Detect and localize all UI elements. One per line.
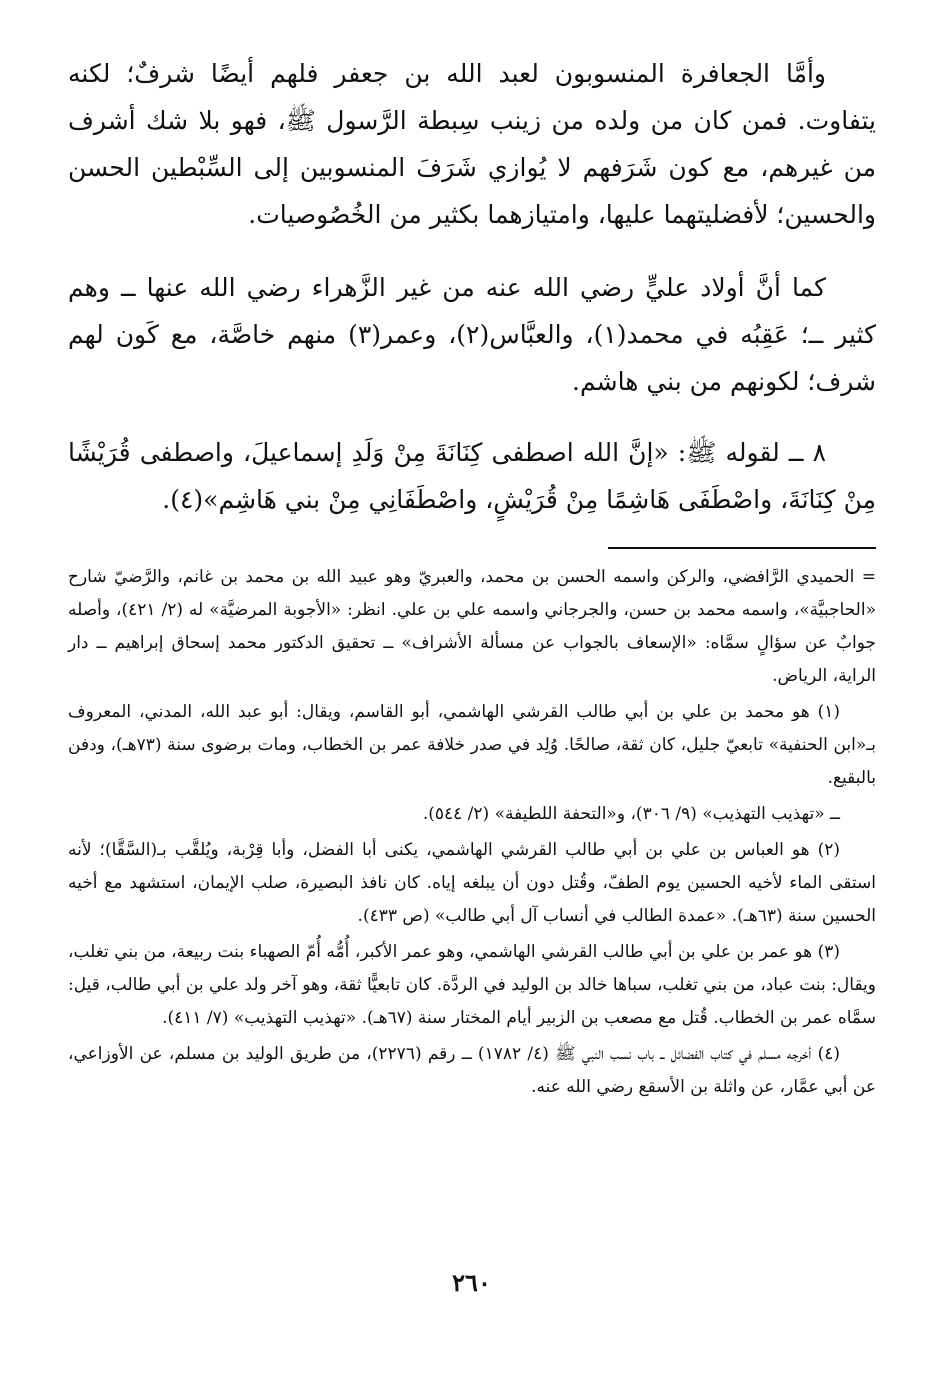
footnote-separator [608, 547, 876, 549]
main-paragraph-ali-children: كما أنَّ أولاد عليٍّ رضي الله عنه من غير الزَّهراء رضي الله عنها ــ وهم كثير ــ؛ عَقِبُه في محمد(١)، والعبَّاس(٢)، وعمر(٣) منهم خاصَّة، مع كَون لهم شرف؛ لكونهم من بني هاشم. [68, 273, 876, 396]
page-number: ٢٦٠ [452, 1268, 491, 1297]
footnotes-block [68, 561, 876, 1104]
footnote-2: (٢) هو العباس بن علي بن أبي طالب القرشي الهاشمي، يكنى أبا الفضل، وأبا قِرْبة، ويُلقَّب بـ(السَّقَّا)؛ لأنه استقى الماء لأخيه الحسين يوم الطفّ، وقُتل دون أن يبلغه إياه. كان نافذ البصيرة، صلب الإيمان، استشهد مع أخيه الحسين سنة (٦٣هـ). «عمدة الطالب في أنساب آل أبي طالب» (ص ٤٣٣). [68, 840, 876, 926]
footnote-1: (١) هو محمد بن علي بن أبي طالب القرشي الهاشمي، أبو القاسم، ويقال: أبو عبد الله، المدني، المعروف بـ«ابن الحنفية» تابعيّ جليل، كان ثقة، صالحًا. وُلِد في صدر خلافة عمر بن الخطاب، ومات برضوى سنة (٧٣هـ)، ودفن بالبقيع. [68, 702, 876, 788]
footnote-3: (٣) هو عمر بن علي بن أبي طالب القرشي الهاشمي، وهو عمر الأكبر، أُمُّه أُمّ الصهباء بنت ربيعة، من بني تغلب، ويقال: بنت عباد، من بني تغلب، سباها خالد بن الوليد في الردَّة. كان تابعيًّا ثقة، وهو آخر ولد علي بن أبي طالب، قيل: سمَّاه عمر بن الخطاب. قُتل مع مصعب بن الزبير أيام المختار سنة (٦٧هـ). «تهذيب التهذيب» (٧/ ٤١١). [68, 942, 876, 1028]
footnote-1-reference: ــ «تهذيب التهذيب» (٩/ ٣٠٦)، و«التحفة اللطيفة» (٢/ ٥٤٤). [422, 804, 840, 824]
main-text-block [68, 50, 876, 523]
main-paragraph-jaafira: وأمَّا الجعافرة المنسوبون لعبد الله بن جعفر فلهم أيضًا شرفٌ؛ لكنه يتفاوت. فمن كان من ولده من زينب سِبطة الرَّسول ﷺ، فهو بلا شك أشرف من غيرهم، مع كون شَرَفهم لا يُوازي شَرَفَ المنسوبين إلى السِّبْطين الحسن والحسين؛ لأفضليتهما عليها، وامتيازهما بكثير من الخُصُوصيات. [68, 59, 876, 229]
footnote-continuation: = الحميدي الرَّافضي، والركن واسمه الحسن بن محمد، والعبريّ وهو عبيد الله بن محمد بن غانم، والرَّضيّ شارح «الحاجبيَّة»، واسمه محمد بن حسن، والجرجاني واسمه علي بن علي. انظر: «الأجوبة المرضيَّة» له (٢/ ٤٢١)، وأصله جوابٌ عن سؤالٍ سمَّاه: «الإسعاف بالجواب عن مسألة الأشراف» ــ تحقيق الدكتور محمد إسحاق إبراهيم ــ دار الراية، الرياض. [68, 567, 876, 686]
main-paragraph-hadith-8: ٨ ــ لقوله ﷺ: «إنَّ الله اصطفى كِنَانَةَ مِنْ وَلَدِ إسماعيلَ، واصطفى قُرَيْشًا مِنْ كِنَانَةَ، واصْطَفَى هَاشِمًا مِنْ قُرَيْشٍ، واصْطَفَانِي مِنْ بني هَاشِم»(٤). [68, 438, 876, 514]
footnote-4: (٤) أخرجه مسلم في كتاب الفضائل ــ باب نسب النبي ﷺ (٤/ ١٧٨٢) ــ رقم (٢٢٧٦)، من طريق الوليد بن مسلم، عن الأوزاعي، عن أبي عمَّار، عن واثلة بن الأسقع رضي الله عنه. [68, 1044, 876, 1097]
book-page [68, 50, 876, 1310]
